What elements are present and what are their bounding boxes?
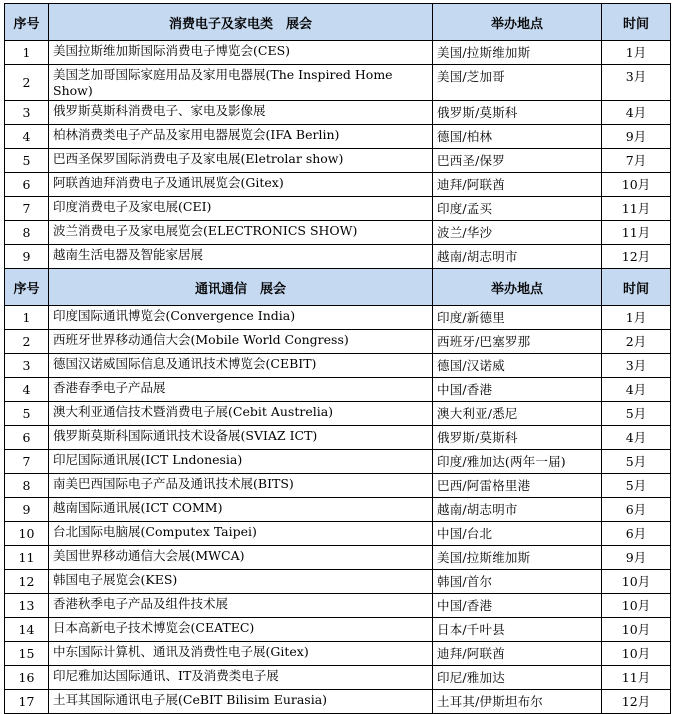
exhibition-name: 香港秋季电子产品及组件技术展 xyxy=(49,594,433,618)
row-number: 6 xyxy=(5,426,49,450)
consumer-table-row xyxy=(5,125,671,149)
row-number: 8 xyxy=(5,474,49,498)
row-number: 13 xyxy=(5,594,49,618)
exhibition-location: 中国/香港 xyxy=(433,378,602,402)
exhibition-name: 日本高新电子技术博览会(CEATEC) xyxy=(49,618,433,642)
telecom-table-row xyxy=(5,498,671,522)
exhibition-location: 日本/千叶县 xyxy=(433,618,602,642)
exhibition-name: 香港春季电子产品展 xyxy=(49,378,433,402)
telecom-table-row xyxy=(5,450,671,474)
row-number: 17 xyxy=(5,690,49,714)
consumer-table-row xyxy=(5,65,671,101)
exhibition-name: 波兰消费电子及家电展览会(ELECTRONICS SHOW) xyxy=(49,221,433,245)
exhibition-location: 澳大利亚/悉尼 xyxy=(433,402,602,426)
row-number: 1 xyxy=(5,41,49,65)
telecom-table-row xyxy=(5,402,671,426)
header-location: 举办地点 xyxy=(433,269,602,306)
exhibition-time: 9月 xyxy=(602,546,671,570)
exhibition-name: 越南生活电器及智能家居展 xyxy=(49,245,433,269)
exhibition-time: 1月 xyxy=(602,306,671,330)
exhibition-name: 美国世界移动通信大会展(MWCA) xyxy=(49,546,433,570)
exhibition-name: 韩国电子展览会(KES) xyxy=(49,570,433,594)
exhibition-location: 土耳其/伊斯坦布尔 xyxy=(433,690,602,714)
exhibition-time: 11月 xyxy=(602,197,671,221)
exhibition-time: 9月 xyxy=(602,125,671,149)
telecom-header-row xyxy=(5,269,671,306)
exhibition-location: 俄罗斯/莫斯科 xyxy=(433,101,602,125)
row-number: 10 xyxy=(5,522,49,546)
exhibition-time: 10月 xyxy=(602,594,671,618)
exhibition-name: 俄罗斯莫斯科国际通讯技术设备展(SVIAZ ICT) xyxy=(49,426,433,450)
exhibition-location: 巴西/阿雷格里港 xyxy=(433,474,602,498)
telecom-table-row xyxy=(5,378,671,402)
exhibition-time: 3月 xyxy=(602,354,671,378)
exhibition-name: 印尼雅加达国际通讯、IT及消费类电子展 xyxy=(49,666,433,690)
consumer-table-row xyxy=(5,41,671,65)
exhibition-location: 印度/新德里 xyxy=(433,306,602,330)
row-number: 7 xyxy=(5,197,49,221)
telecom-table-row xyxy=(5,474,671,498)
row-number: 14 xyxy=(5,618,49,642)
exhibition-location: 波兰/华沙 xyxy=(433,221,602,245)
exhibition-location: 印尼/雅加达 xyxy=(433,666,602,690)
exhibition-name: 柏林消费类电子产品及家用电器展览会(IFA Berlin) xyxy=(49,125,433,149)
row-number: 16 xyxy=(5,666,49,690)
exhibition-location: 巴西圣/保罗 xyxy=(433,149,602,173)
header-time: 时间 xyxy=(602,4,671,41)
exhibition-time: 10月 xyxy=(602,642,671,666)
exhibition-name: 中东国际计算机、通讯及消费性电子展(Gitex) xyxy=(49,642,433,666)
exhibition-location: 俄罗斯/莫斯科 xyxy=(433,426,602,450)
telecom-table-row xyxy=(5,546,671,570)
exhibition-name: 南美巴西国际电子产品及通讯技术展(BITS) xyxy=(49,474,433,498)
telecom-table-row xyxy=(5,306,671,330)
row-number: 5 xyxy=(5,402,49,426)
exhibition-location: 中国/香港 xyxy=(433,594,602,618)
header-no: 序号 xyxy=(5,269,49,306)
exhibition-location: 美国/拉斯维加斯 xyxy=(433,546,602,570)
exhibition-time: 2月 xyxy=(602,330,671,354)
exhibition-time: 10月 xyxy=(602,570,671,594)
consumer-table-row xyxy=(5,173,671,197)
exhibition-location: 美国/芝加哥 xyxy=(433,65,602,101)
exhibition-location: 西班牙/巴塞罗那 xyxy=(433,330,602,354)
row-number: 5 xyxy=(5,149,49,173)
telecom-table-row xyxy=(5,666,671,690)
exhibition-location: 迪拜/阿联酋 xyxy=(433,173,602,197)
telecom-table-row xyxy=(5,522,671,546)
consumer-header-row xyxy=(5,4,671,41)
exhibition-time: 6月 xyxy=(602,498,671,522)
exhibition-time: 11月 xyxy=(602,666,671,690)
exhibition-name: 土耳其国际通讯电子展(CeBIT Bilisim Eurasia) xyxy=(49,690,433,714)
exhibition-name: 越南国际通讯展(ICT COMM) xyxy=(49,498,433,522)
exhibition-location: 迪拜/阿联酋 xyxy=(433,642,602,666)
exhibition-location: 德国/汉诺威 xyxy=(433,354,602,378)
exhibition-location: 越南/胡志明市 xyxy=(433,498,602,522)
exhibition-time: 12月 xyxy=(602,690,671,714)
telecom-table-row xyxy=(5,690,671,714)
exhibition-time: 7月 xyxy=(602,149,671,173)
exhibition-time: 6月 xyxy=(602,522,671,546)
exhibition-time: 5月 xyxy=(602,474,671,498)
row-number: 4 xyxy=(5,125,49,149)
consumer-table-row xyxy=(5,149,671,173)
exhibition-name: 德国汉诺威国际信息及通讯技术博览会(CEBIT) xyxy=(49,354,433,378)
exhibition-table-container xyxy=(4,3,671,714)
row-number: 7 xyxy=(5,450,49,474)
row-number: 9 xyxy=(5,498,49,522)
exhibition-name: 西班牙世界移动通信大会(Mobile World Congress) xyxy=(49,330,433,354)
exhibition-name: 美国芝加哥国际家庭用品及家用电器展(The Inspired Home Show) xyxy=(49,65,433,101)
telecom-table-row xyxy=(5,426,671,450)
consumer-table-row xyxy=(5,221,671,245)
row-number: 9 xyxy=(5,245,49,269)
row-number: 12 xyxy=(5,570,49,594)
row-number: 3 xyxy=(5,101,49,125)
row-number: 8 xyxy=(5,221,49,245)
exhibition-time: 11月 xyxy=(602,221,671,245)
exhibition-location: 越南/胡志明市 xyxy=(433,245,602,269)
exhibition-name: 俄罗斯莫斯科消费电子、家电及影像展 xyxy=(49,101,433,125)
exhibition-time: 5月 xyxy=(602,450,671,474)
exhibition-location: 韩国/首尔 xyxy=(433,570,602,594)
consumer-table-row xyxy=(5,101,671,125)
consumer-table-row xyxy=(5,245,671,269)
exhibition-location: 印度/雅加达(两年一届) xyxy=(433,450,602,474)
header-location: 举办地点 xyxy=(433,4,602,41)
exhibition-name: 台北国际电脑展(Computex Taipei) xyxy=(49,522,433,546)
exhibition-name: 巴西圣保罗国际消费电子及家电展(Eletrolar show) xyxy=(49,149,433,173)
exhibition-name: 阿联酋迪拜消费电子及通讯展览会(Gitex) xyxy=(49,173,433,197)
exhibition-time: 12月 xyxy=(602,245,671,269)
exhibition-name: 印度国际通讯博览会(Convergence India) xyxy=(49,306,433,330)
telecom-table-row xyxy=(5,594,671,618)
exhibition-location: 美国/拉斯维加斯 xyxy=(433,41,602,65)
exhibition-time: 10月 xyxy=(602,173,671,197)
exhibition-location: 德国/柏林 xyxy=(433,125,602,149)
exhibition-name: 美国拉斯维加斯国际消费电子博览会(CES) xyxy=(49,41,433,65)
exhibition-location: 印度/孟买 xyxy=(433,197,602,221)
header-time: 时间 xyxy=(602,269,671,306)
exhibition-time: 1月 xyxy=(602,41,671,65)
row-number: 2 xyxy=(5,330,49,354)
exhibition-time: 10月 xyxy=(602,618,671,642)
consumer-table-row xyxy=(5,197,671,221)
header-no: 序号 xyxy=(5,4,49,41)
telecom-table-row xyxy=(5,642,671,666)
exhibition-time: 4月 xyxy=(602,378,671,402)
exhibition-time: 5月 xyxy=(602,402,671,426)
row-number: 6 xyxy=(5,173,49,197)
exhibition-time: 4月 xyxy=(602,426,671,450)
row-number: 1 xyxy=(5,306,49,330)
row-number: 4 xyxy=(5,378,49,402)
exhibition-time: 3月 xyxy=(602,65,671,101)
row-number: 15 xyxy=(5,642,49,666)
telecom-table-row xyxy=(5,354,671,378)
telecom-table-row xyxy=(5,330,671,354)
exhibition-name: 印尼国际通讯展(ICT Lndonesia) xyxy=(49,450,433,474)
exhibition-name: 印度消费电子及家电展(CEI) xyxy=(49,197,433,221)
row-number: 3 xyxy=(5,354,49,378)
row-number: 11 xyxy=(5,546,49,570)
header-name: 消费电子及家电类 展会 xyxy=(49,4,433,41)
exhibition-location: 中国/台北 xyxy=(433,522,602,546)
exhibition-time: 4月 xyxy=(602,101,671,125)
telecom-table-row xyxy=(5,570,671,594)
exhibition-name: 澳大利亚通信技术暨消费电子展(Cebit Austrelia) xyxy=(49,402,433,426)
telecom-table-row xyxy=(5,618,671,642)
row-number: 2 xyxy=(5,65,49,101)
header-name: 通讯通信 展会 xyxy=(49,269,433,306)
exhibition-table xyxy=(4,3,671,714)
